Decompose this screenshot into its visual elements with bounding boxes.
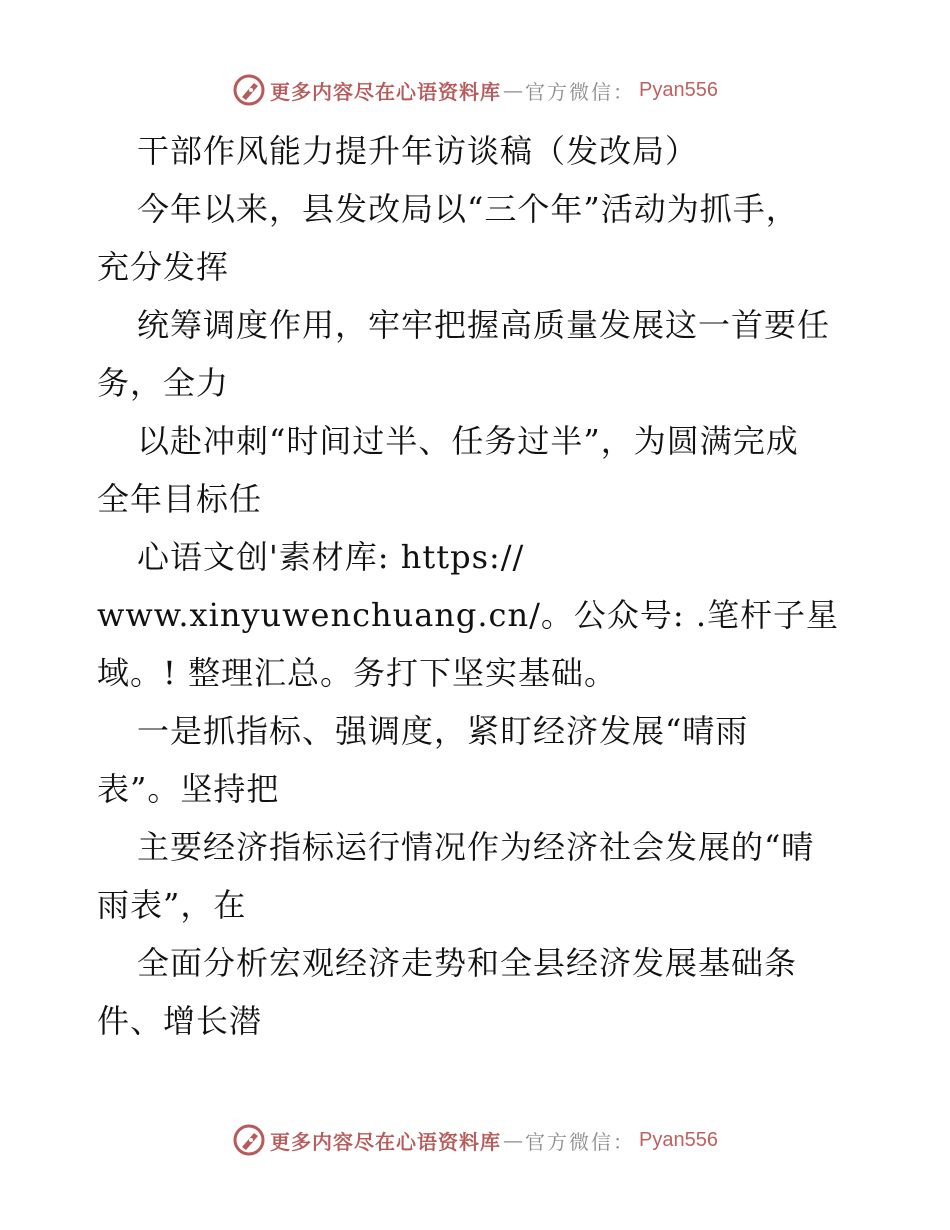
- text-line: 雨表”，在: [97, 886, 247, 924]
- text-line: 心语文创'素材库: https://: [137, 538, 525, 576]
- text-line: 统筹调度作用，牢牢把握高质量发展这一首要任: [137, 306, 831, 344]
- text-line: 全面分析宏观经济走势和全县经济发展基础条: [137, 944, 798, 982]
- text-line: 主要经济指标运行情况作为经济社会发展的“晴: [137, 828, 815, 866]
- footer-watermark-banner: [0, 1120, 950, 1160]
- text-line: 域。! 整理汇总。务打下坚实基础。: [97, 654, 618, 692]
- banner-title: 更多内容尽在心语资料库: [270, 1129, 502, 1154]
- header-watermark-banner: [0, 70, 950, 110]
- text-line: 全年目标任: [97, 480, 263, 518]
- text-line: 务，全力: [97, 364, 230, 402]
- document-title: 干部作风能力提升年访谈稿（发改局）: [137, 132, 699, 170]
- banner-wechat-label: 官方微信：: [525, 79, 636, 104]
- banner-separator: —: [503, 78, 524, 102]
- text-line: www.xinyuwenchuang.cn/。公众号: .笔杆子星: [97, 596, 839, 634]
- banner-wechat-id: Pyan556: [639, 1128, 718, 1151]
- pen-nib-circle-icon: [232, 1123, 266, 1157]
- banner-wechat-id: Pyan556: [639, 78, 718, 101]
- text-line: 件、增长潜: [97, 1002, 263, 1040]
- pen-nib-circle-icon: [232, 73, 266, 107]
- text-line: 今年以来，县发改局以“三个年”活动为抓手，: [137, 190, 799, 228]
- text-line: 一是抓指标、强调度，紧盯经济发展“晴雨: [137, 712, 749, 750]
- text-line: 表”。坚持把: [97, 770, 280, 808]
- text-line: 以赴冲刺“时间过半、任务过半”，为圆满完成: [137, 422, 799, 460]
- banner-separator: —: [503, 1128, 524, 1152]
- banner-title: 更多内容尽在心语资料库: [270, 79, 502, 104]
- document-body: [97, 122, 867, 1050]
- banner-wechat-label: 官方微信：: [525, 1129, 636, 1154]
- text-line: 充分发挥: [97, 248, 230, 286]
